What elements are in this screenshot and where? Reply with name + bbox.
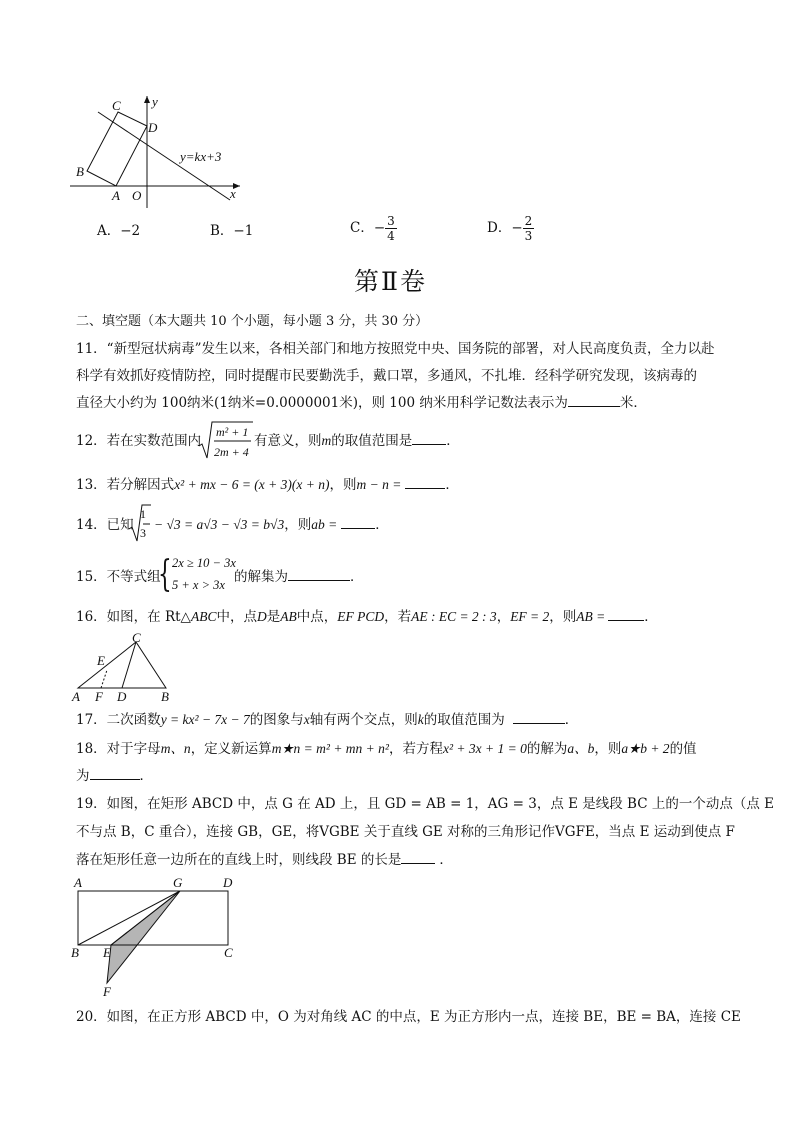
q14-blank (341, 528, 375, 529)
label-o: O (132, 188, 142, 203)
q11-tail: 米． (619, 395, 647, 411)
q16-label-d: D (117, 689, 127, 704)
segment-cd (122, 642, 136, 688)
q19-label-g: G (173, 875, 183, 890)
q17-mid2: 轴有两个交点，则 (309, 712, 418, 728)
q13-pre: 13．若分解因式 (76, 477, 175, 493)
q19-label-c: C (224, 945, 233, 960)
q14-expr2: ab = (311, 517, 338, 532)
section-header: 二、填空题（本大题共 10 个小题，每小题 3 分，共 30 分） (76, 314, 429, 329)
q15-ineq1: 2x ≥ 10 − 3x (172, 556, 236, 570)
option-c (350, 214, 397, 243)
q17-x: x (303, 712, 310, 727)
q12-mid: 有意义，则 (254, 433, 322, 449)
q16-ef2: EF = 2 (510, 609, 550, 624)
q18-op2: a★b + 2 (621, 741, 670, 756)
q12-label: 12．若在实数范围内 (76, 433, 202, 449)
q16-label-c: C (132, 630, 141, 645)
option-d-num: 2 (524, 214, 533, 228)
q18-t5: 的值 (669, 741, 697, 757)
q16-t4: ，若 (384, 609, 412, 625)
q19-label-f: F (103, 984, 111, 999)
q11-blank (568, 406, 620, 407)
label-d: D (148, 120, 158, 135)
q15-rest (234, 568, 364, 586)
option-d-den: 3 (524, 229, 533, 243)
q20-line1: 20．如图，在正方形 ABCD 中，O 为对角线 AC 的中点，E 为正方形内一点，连接 BE，BE = BA，连接 CE (76, 1009, 741, 1025)
q11-text: 直径大小约为 100纳米(1纳米=0.0000001米)，则 100 纳米用科学记数法表示为 (76, 395, 568, 411)
q17-pre: 17．二次函数 (76, 712, 161, 728)
option-c-prefix: C．− (350, 220, 386, 236)
q14-rest (154, 516, 389, 534)
option-d (487, 214, 534, 243)
q18-end: ． (139, 768, 153, 784)
q13-mid: ，则 (329, 477, 357, 493)
q13-expr2: m − n = (356, 477, 402, 492)
q11-line3 (76, 394, 647, 412)
q12-rest (254, 432, 460, 450)
q14-mid: ，则 (284, 517, 312, 533)
q18-t1: ，定义新运算 (190, 741, 272, 757)
rectangle-abcd (87, 112, 147, 186)
label-line: y=kx+3 (180, 149, 222, 164)
q17-k: k (417, 712, 424, 727)
option-b: B．−1 (210, 223, 254, 239)
q12-var: m (321, 433, 332, 448)
q18-op: m★n = m² + mn + n² (271, 741, 389, 756)
q19-end: ． (439, 852, 453, 868)
q16 (76, 608, 658, 626)
option-a: A．−2 (97, 223, 141, 239)
triangle-gfe (107, 891, 180, 983)
q14-rad-num: 1 (140, 507, 146, 521)
label-x: x (230, 186, 236, 201)
q19-line3 (76, 851, 453, 869)
q14-rad-den: 3 (140, 526, 146, 540)
q17-post: 的取值范围为 (423, 712, 505, 728)
q18-blank (90, 779, 140, 780)
q16-abc: ABC (190, 609, 217, 624)
q16-label-b: B (161, 689, 169, 704)
option-c-den: 4 (387, 229, 395, 243)
q17-blank (513, 723, 565, 724)
q18-mn: m、n (160, 741, 191, 756)
q18-pre: 18．对于字母 (76, 741, 161, 757)
q12-post: 的取值范围是 (331, 433, 413, 449)
q19-label-d: D (223, 875, 233, 890)
q16-d: D (256, 609, 267, 624)
q15-end: ． (350, 569, 364, 585)
q12-num: m² + 1 (216, 425, 249, 439)
option-d-prefix: D．− (487, 220, 523, 236)
q12-end: ． (446, 433, 460, 449)
q16-t6: ，则 (549, 609, 577, 625)
q15-brace: { (158, 554, 172, 595)
q19-line1: 19．如图，在矩形 ABCD 中，点 G 在 AD 上，且 GD = AB = 1，AG = 3，点 E 是线段 BC 上的一个动点（点 E (76, 796, 774, 812)
q18-t4: ，则 (594, 741, 622, 757)
q16-label-e: E (97, 653, 105, 668)
q16-t2: 是 (266, 609, 281, 625)
q16-label-a: A (72, 689, 80, 704)
q11-line2: 科学有效抓好疫情防控，同时提醒市民要勤洗手，戴口罩，多通风，不扎堆．经科学研究发现，该病毒的 (76, 368, 697, 384)
q17-mid: 的图象与 (249, 712, 304, 728)
q18-t3: 的解为 (526, 741, 568, 757)
q17 (76, 711, 578, 729)
q13-end: ． (445, 477, 459, 493)
q14-expr: − √3 = a√3 − √3 = b√3 (154, 517, 285, 532)
option-c-num: 3 (387, 214, 395, 228)
q18-line2 (76, 767, 153, 785)
q17-expr: y = kx² − 7x − 7 (160, 712, 250, 727)
segment-ef (101, 670, 107, 688)
q12-den: 2m + 4 (214, 445, 249, 459)
q18-line2-pre: 为 (76, 768, 90, 784)
q15-ineq2: 5 + x > 3x (172, 578, 225, 592)
label-y: y (152, 94, 158, 109)
q17-end: ． (564, 712, 579, 728)
q18-line1 (76, 740, 697, 758)
q19-label-e: E (103, 945, 111, 960)
q19-label-a: A (74, 875, 82, 890)
q16-blank (608, 620, 644, 621)
q19-text: 落在矩形任意一边所在的直线上时，则线段 BE 的长是 (76, 852, 402, 868)
q13 (76, 476, 459, 494)
q18-t2: ，若方程 (388, 741, 443, 757)
q19-line2: 不与点 B，C 重合），连接 GB，GE，将VGBE 关于直线 GE 对称的三角形记作VGFE，当点 E 运动到使点 F (76, 824, 735, 840)
figure-q16-triangle (70, 630, 180, 705)
label-b: B (76, 164, 84, 179)
q12-blank (412, 444, 446, 445)
q16-ab2: AB = (576, 609, 606, 624)
q14-end: ． (375, 517, 389, 533)
q16-pre: 16．如图，在 Rt△ (76, 609, 191, 625)
label-c: C (112, 98, 121, 113)
label-a: A (112, 188, 120, 203)
q16-t3: 中点， (296, 609, 338, 625)
figure-linear-function (70, 90, 250, 210)
q15-post: 的解集为 (234, 569, 288, 585)
q16-end: ． (644, 609, 658, 625)
q16-efpcd: EF PCD (337, 609, 385, 624)
q15-blank (288, 580, 350, 581)
q18-eq: x² + 3x + 1 = 0 (442, 741, 527, 756)
q15-label: 15．不等式组 (76, 569, 161, 585)
segment-ge (111, 891, 180, 945)
q16-label-f: F (95, 689, 103, 704)
y-axis-arrow (144, 96, 150, 103)
q19-blank (401, 863, 435, 864)
q13-blank (405, 488, 445, 489)
q11-line1: 11．“新型冠状病毒”发生以来，各相关部门和地方按照党中央、国务院的部署，对人民高度负责，全力以赴 (76, 341, 715, 357)
q14-label: 14．已知 (76, 517, 134, 533)
q16-ratio: AE : EC = 2 : 3 (411, 609, 497, 624)
volume-title: 第Ⅱ卷 (354, 267, 427, 296)
q16-t5: ， (496, 609, 511, 625)
figure-q19-rectangle (66, 874, 244, 1000)
q16-ab: AB (280, 609, 297, 624)
q16-t1: 中，点 (216, 609, 257, 625)
q13-expr: x² + mx − 6 = (x + 3)(x + n) (174, 477, 330, 492)
q18-ab: a、b (567, 741, 595, 756)
triangle-abc (78, 642, 166, 688)
q19-label-b: B (71, 945, 79, 960)
